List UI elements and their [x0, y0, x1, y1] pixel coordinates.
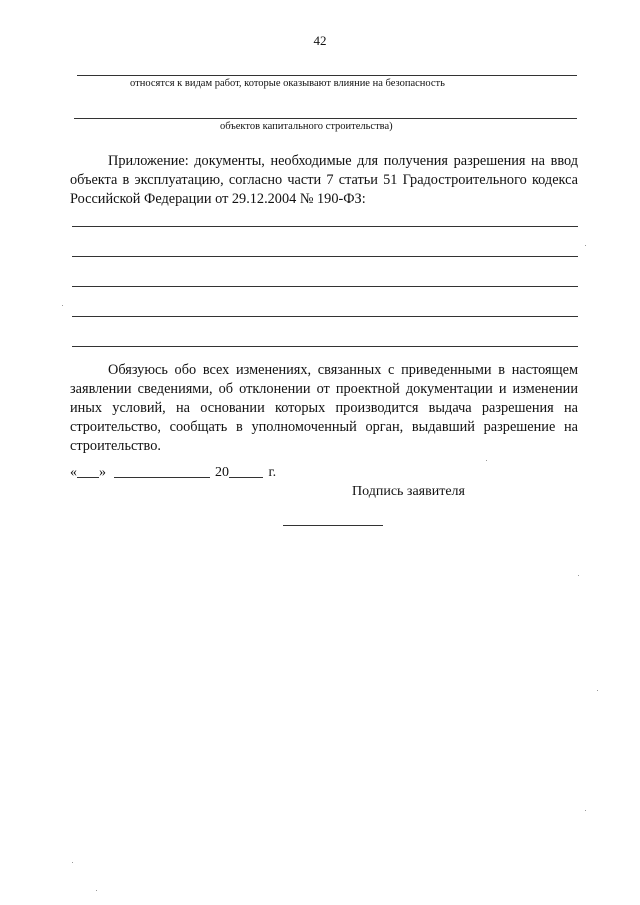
scan-speck — [486, 460, 487, 461]
attachment-blank-line-4 — [72, 316, 578, 317]
date-line — [70, 463, 276, 481]
scan-speck — [72, 862, 73, 863]
attachment-text: Приложение: документы, необходимые для получения разрешения на ввод объекта в эксплуатацию, согласно части 7 статьи 51 Градостроительного кодекса Российской Федерации от 29.12.2004 № 190-ФЗ: — [70, 153, 578, 207]
obligation-paragraph — [70, 361, 578, 456]
attachment-blank-line-5 — [72, 346, 578, 347]
fill-line-caption-2 — [74, 118, 577, 119]
scan-speck — [578, 575, 579, 576]
year-blank — [229, 463, 263, 478]
attachment-blank-line-1 — [72, 226, 578, 227]
day-blank — [77, 463, 99, 478]
month-blank — [114, 463, 210, 478]
date-close-quote: » — [99, 465, 106, 480]
attachment-paragraph — [70, 152, 578, 209]
year-suffix: г. — [268, 465, 277, 480]
scan-speck — [585, 245, 586, 246]
page-number: 42 — [313, 33, 327, 48]
signature-label: Подпись заявителя — [352, 484, 465, 499]
scan-speck — [96, 890, 97, 891]
signature-line — [283, 525, 383, 526]
caption-capital-objects: объектов капитального строительства) — [220, 121, 393, 132]
obligation-text: Обязуюсь обо всех изменениях, связанных с приведенными в настоящем заявлении сведениями, об отклонении от проектной документации и изменении иных условий, на основании которых производится выдача разрешения на строительство, сообщать в уполномоченный орган, выдавший разрешение на строительство. — [70, 362, 578, 454]
scan-speck — [585, 810, 586, 811]
scan-speck — [62, 305, 63, 306]
scan-speck — [597, 690, 598, 691]
attachment-blank-line-2 — [72, 256, 578, 257]
fill-line-top — [77, 75, 577, 76]
attachment-blank-line-3 — [72, 286, 578, 287]
caption-hazard-works: относятся к видам работ, которые оказывают влияние на безопасность — [130, 78, 445, 89]
year-prefix: 20 — [215, 465, 229, 480]
date-open-quote: « — [70, 465, 77, 480]
